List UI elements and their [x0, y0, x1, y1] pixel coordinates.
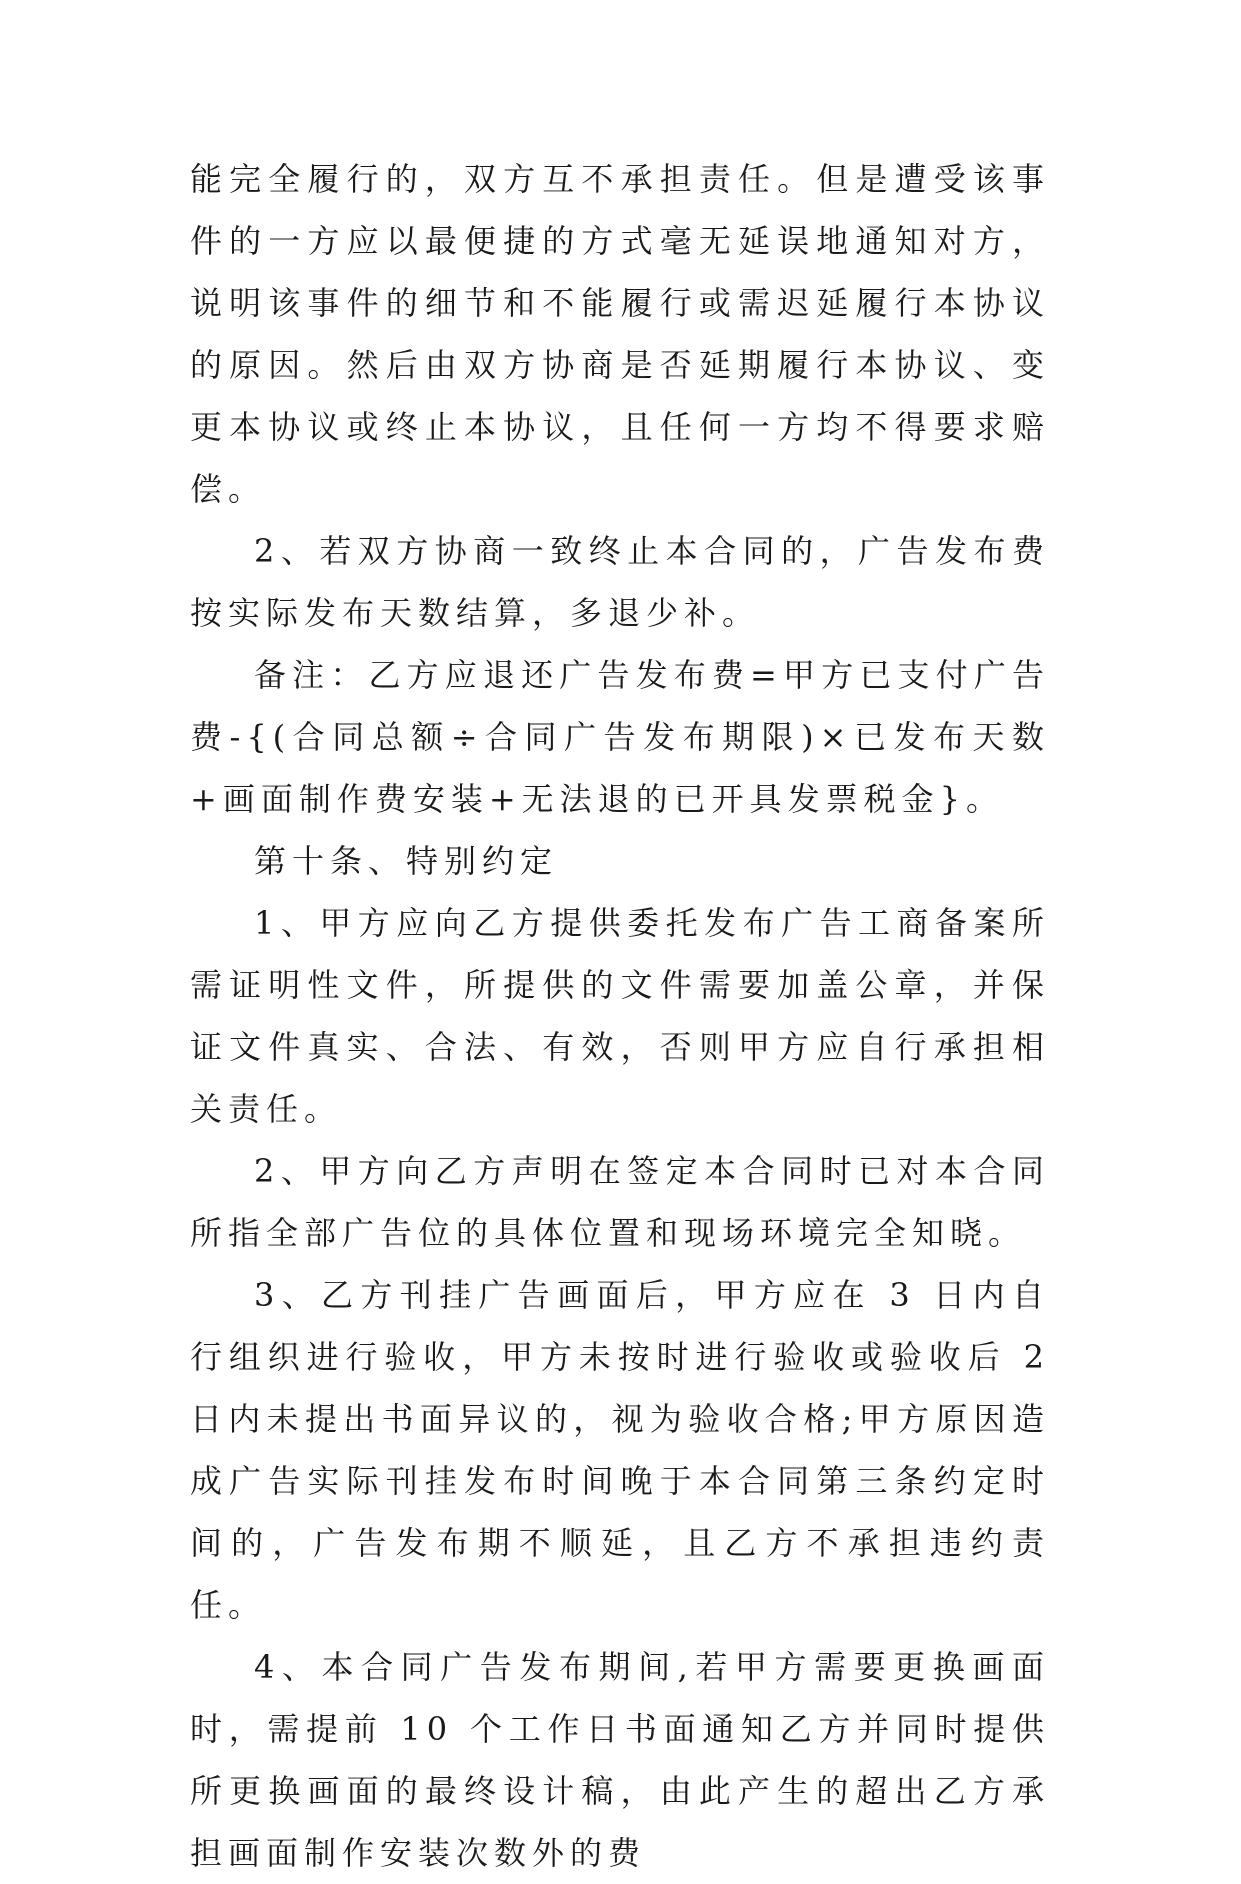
paragraph-force-majeure-continued: 能完全履行的，双方互不承担责任。但是遭受该事件的一方应以最便捷的方式毫无延误地通知对方，说明该事件的细节和不能履行或需迟延履行本协议的原因。然后由双方协商是否延期履行本协议、变更本协议或终止本协议，且任何一方均不得要求赔偿。 [190, 160, 1050, 508]
article-10-heading: 第十条、特别约定 [254, 842, 559, 880]
paragraph-remark-refund-formula: 备注：乙方应退还广告发布费=甲方已支付广告费-{(合同总额÷合同广告发布期限)×已发布天数+画面制作费安装+无法退的已开具发票税金}。 [190, 656, 1050, 818]
document-body [190, 148, 1050, 1884]
paragraph-article-10-item-3: 3、乙方刊挂广告画面后，甲方应在 3 日内自行组织进行验收，甲方未按时进行验收或验收后 2 日内未提出书面异议的，视为验收合格;甲方原因造成广告实际刊挂发布时间晚于本合同第三条约定时间的，广告发布期不顺延，且乙方不承担违约责任。 [190, 1276, 1050, 1624]
paragraph-article-10-item-4: 4、本合同广告发布期间,若甲方需要更换画面时，需提前 10 个工作日书面通知乙方并同时提供所更换画面的最终设计稿，由此产生的超出乙方承担画面制作安装次数外的费 [190, 1648, 1050, 1872]
paragraph-article-10-item-2: 2、甲方向乙方声明在签定本合同时已对本合同所指全部广告位的具体位置和现场环境完全知晓。 [190, 1152, 1050, 1252]
paragraph-article-10-item-1: 1、甲方应向乙方提供委托发布广告工商备案所需证明性文件，所提供的文件需要加盖公章，并保证文件真实、合法、有效，否则甲方应自行承担相关责任。 [190, 904, 1050, 1128]
paragraph-termination-settlement: 2、若双方协商一致终止本合同的，广告发布费按实际发布天数结算，多退少补。 [190, 532, 1050, 632]
